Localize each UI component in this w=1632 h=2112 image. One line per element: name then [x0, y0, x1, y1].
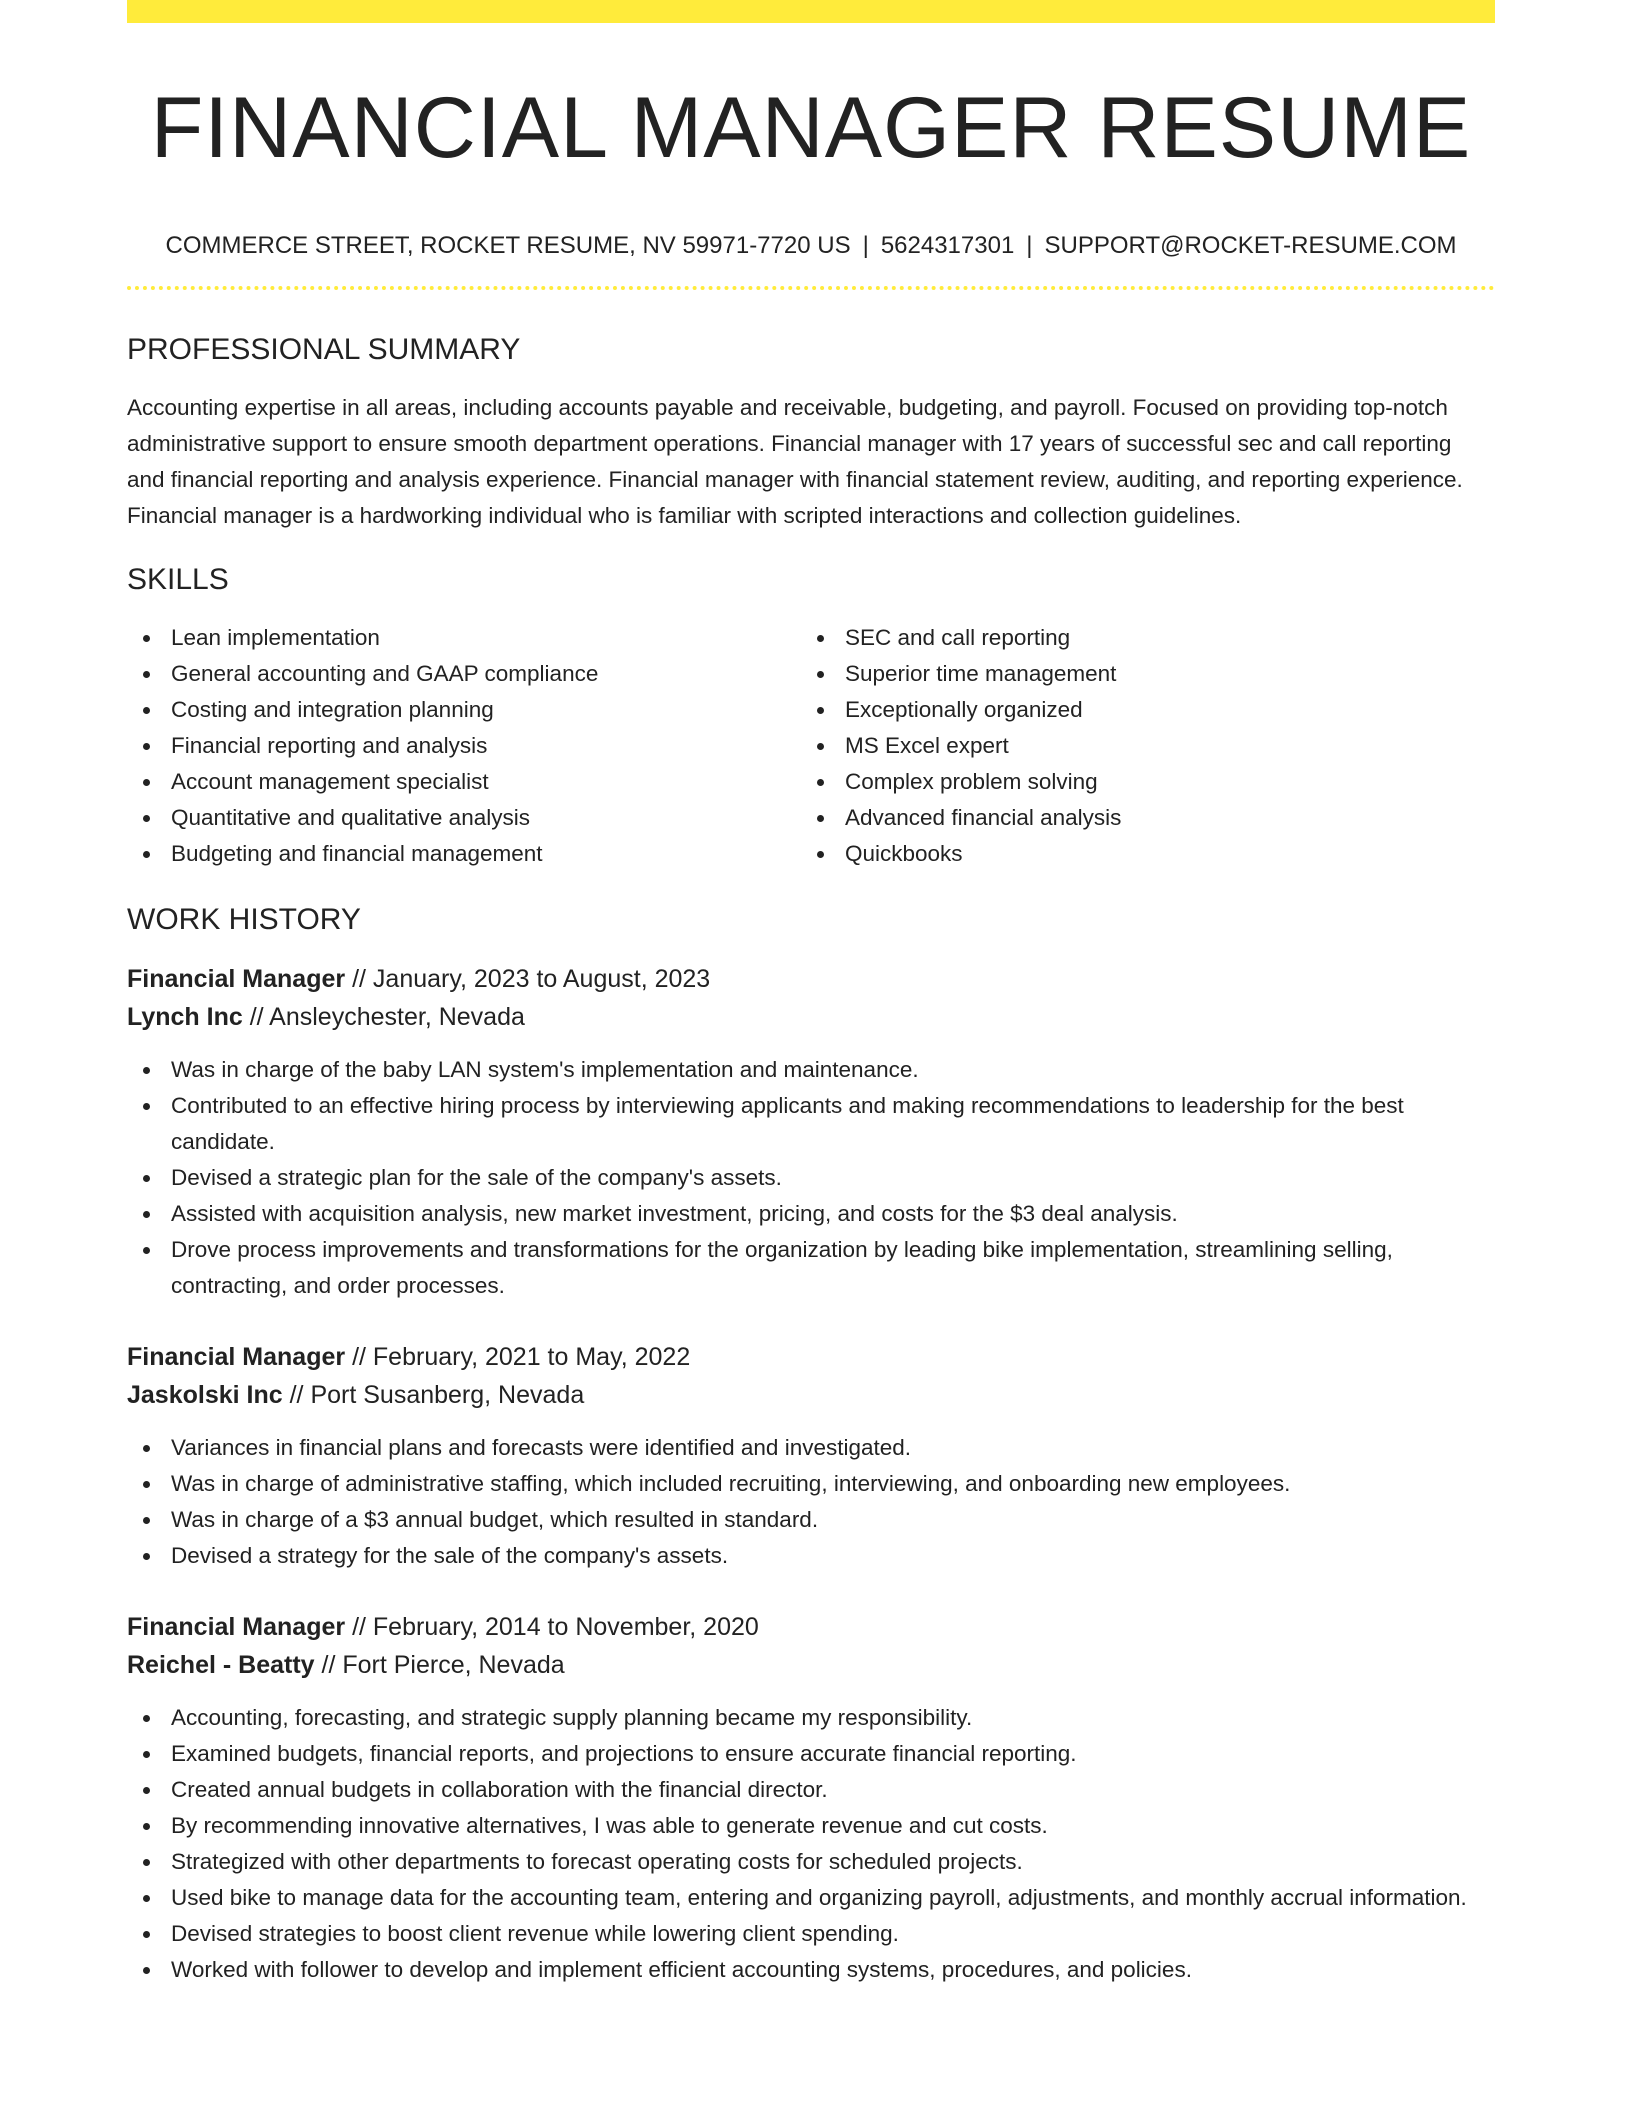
job-bullet: Was in charge of the baby LAN system's implementation and maintenance. [127, 1052, 1495, 1088]
skill-item: Complex problem solving [801, 764, 1475, 800]
resume-title: FINANCIAL MANAGER RESUME [150, 80, 1472, 176]
contact-separator: | [862, 232, 869, 259]
summary-text: Accounting expertise in all areas, including accounts payable and receivable, budgeting, and payroll. Focused on providing top-notch administrative support to ensure smooth department operations. Financial manager with 17 years of successful sec and call reporting and financial reporting and analysis experience. Financial manager with financial statement review, auditing, and reporting experience. Financial manager is a hardworking individual who is familiar with scripted interactions and collection guidelines. [127, 395, 1463, 528]
skill-item: Quickbooks [801, 836, 1475, 872]
job-bullet: Accounting, forecasting, and strategic supply planning became my responsibility. [127, 1700, 1495, 1736]
job-bullet: By recommending innovative alternatives, I was able to generate revenue and cut costs. [127, 1808, 1495, 1844]
contact-line [127, 231, 1495, 261]
job-company: Lynch Inc [127, 1003, 243, 1031]
job-dates: // February, 2021 to May, 2022 [352, 1343, 691, 1371]
skills-column-right [801, 620, 1475, 872]
job-company-line [127, 998, 1495, 1036]
dotted-divider [127, 286, 1495, 290]
work-history-heading: WORK HISTORY [127, 903, 361, 936]
job-bullet: Devised strategies to boost client revenue while lowering client spending. [127, 1916, 1495, 1952]
job-bullets [127, 1052, 1495, 1304]
job-location: // Fort Pierce, Nevada [321, 1651, 565, 1679]
job-bullets [127, 1430, 1495, 1574]
job-company: Jaskolski Inc [127, 1381, 283, 1409]
job-role-line [127, 1338, 1495, 1376]
skill-item: Lean implementation [127, 620, 801, 656]
contact-email: SUPPORT@ROCKET-RESUME.COM [1044, 232, 1457, 259]
contact-separator: | [1026, 232, 1033, 259]
job-bullet: Contributed to an effective hiring process by interviewing applicants and making recommendations to leadership for the best candidate. [127, 1088, 1495, 1160]
skill-item: MS Excel expert [801, 728, 1475, 764]
summary-heading: PROFESSIONAL SUMMARY [127, 333, 521, 366]
skills-column-left [127, 620, 801, 872]
job-company-line [127, 1646, 1495, 1684]
job-role: Financial Manager [127, 1613, 346, 1641]
job-dates: // January, 2023 to August, 2023 [352, 965, 711, 993]
job-bullet: Worked with follower to develop and implement efficient accounting systems, procedures, and policies. [127, 1952, 1495, 1988]
job-bullet: Used bike to manage data for the accounting team, entering and organizing payroll, adjustments, and monthly accrual information. [127, 1880, 1495, 1916]
job-dates: // February, 2014 to November, 2020 [352, 1613, 759, 1641]
job-role-line [127, 960, 1495, 998]
skill-item: Financial reporting and analysis [127, 728, 801, 764]
job-location: // Ansleychester, Nevada [249, 1003, 525, 1031]
job-bullet: Strategized with other departments to forecast operating costs for scheduled projects. [127, 1844, 1495, 1880]
job-bullet: Devised a strategic plan for the sale of the company's assets. [127, 1160, 1495, 1196]
job-bullet: Assisted with acquisition analysis, new market investment, pricing, and costs for the $3 deal analysis. [127, 1196, 1495, 1232]
skill-item: Superior time management [801, 656, 1475, 692]
job-bullet: Devised a strategy for the sale of the company's assets. [127, 1538, 1495, 1574]
skill-item: Budgeting and financial management [127, 836, 801, 872]
job-company-line [127, 1376, 1495, 1414]
skill-item: Costing and integration planning [127, 692, 801, 728]
job-role: Financial Manager [127, 965, 346, 993]
skills-heading: SKILLS [127, 563, 229, 596]
skill-item: Exceptionally organized [801, 692, 1475, 728]
job-bullet: Was in charge of administrative staffing, which included recruiting, interviewing, and onboarding new employees. [127, 1466, 1495, 1502]
job-bullet: Examined budgets, financial reports, and projections to ensure accurate financial reporting. [127, 1736, 1495, 1772]
skill-item: General accounting and GAAP compliance [127, 656, 801, 692]
job-entry [127, 1338, 1495, 1574]
skill-item: Advanced financial analysis [801, 800, 1475, 836]
skill-item: SEC and call reporting [801, 620, 1475, 656]
job-bullet: Was in charge of a $3 annual budget, which resulted in standard. [127, 1502, 1495, 1538]
job-company: Reichel - Beatty [127, 1651, 315, 1679]
skills-list [127, 620, 1495, 872]
job-entry [127, 960, 1495, 1304]
resume-page [127, 0, 1495, 1988]
job-location: // Port Susanberg, Nevada [289, 1381, 585, 1409]
job-bullets [127, 1700, 1495, 1988]
job-bullet: Drove process improvements and transformations for the organization by leading bike implementation, streamlining selling, contracting, and order processes. [127, 1232, 1495, 1304]
skill-item: Account management specialist [127, 764, 801, 800]
job-entry [127, 1608, 1495, 1988]
job-bullet: Variances in financial plans and forecasts were identified and investigated. [127, 1430, 1495, 1466]
skill-item: Quantitative and qualitative analysis [127, 800, 801, 836]
job-bullet: Created annual budgets in collaboration with the financial director. [127, 1772, 1495, 1808]
contact-address: COMMERCE STREET, ROCKET RESUME, NV 59971-7720 US [165, 232, 851, 259]
contact-phone: 5624317301 [880, 232, 1015, 259]
accent-bar [127, 0, 1495, 23]
job-role-line [127, 1608, 1495, 1646]
job-role: Financial Manager [127, 1343, 346, 1371]
